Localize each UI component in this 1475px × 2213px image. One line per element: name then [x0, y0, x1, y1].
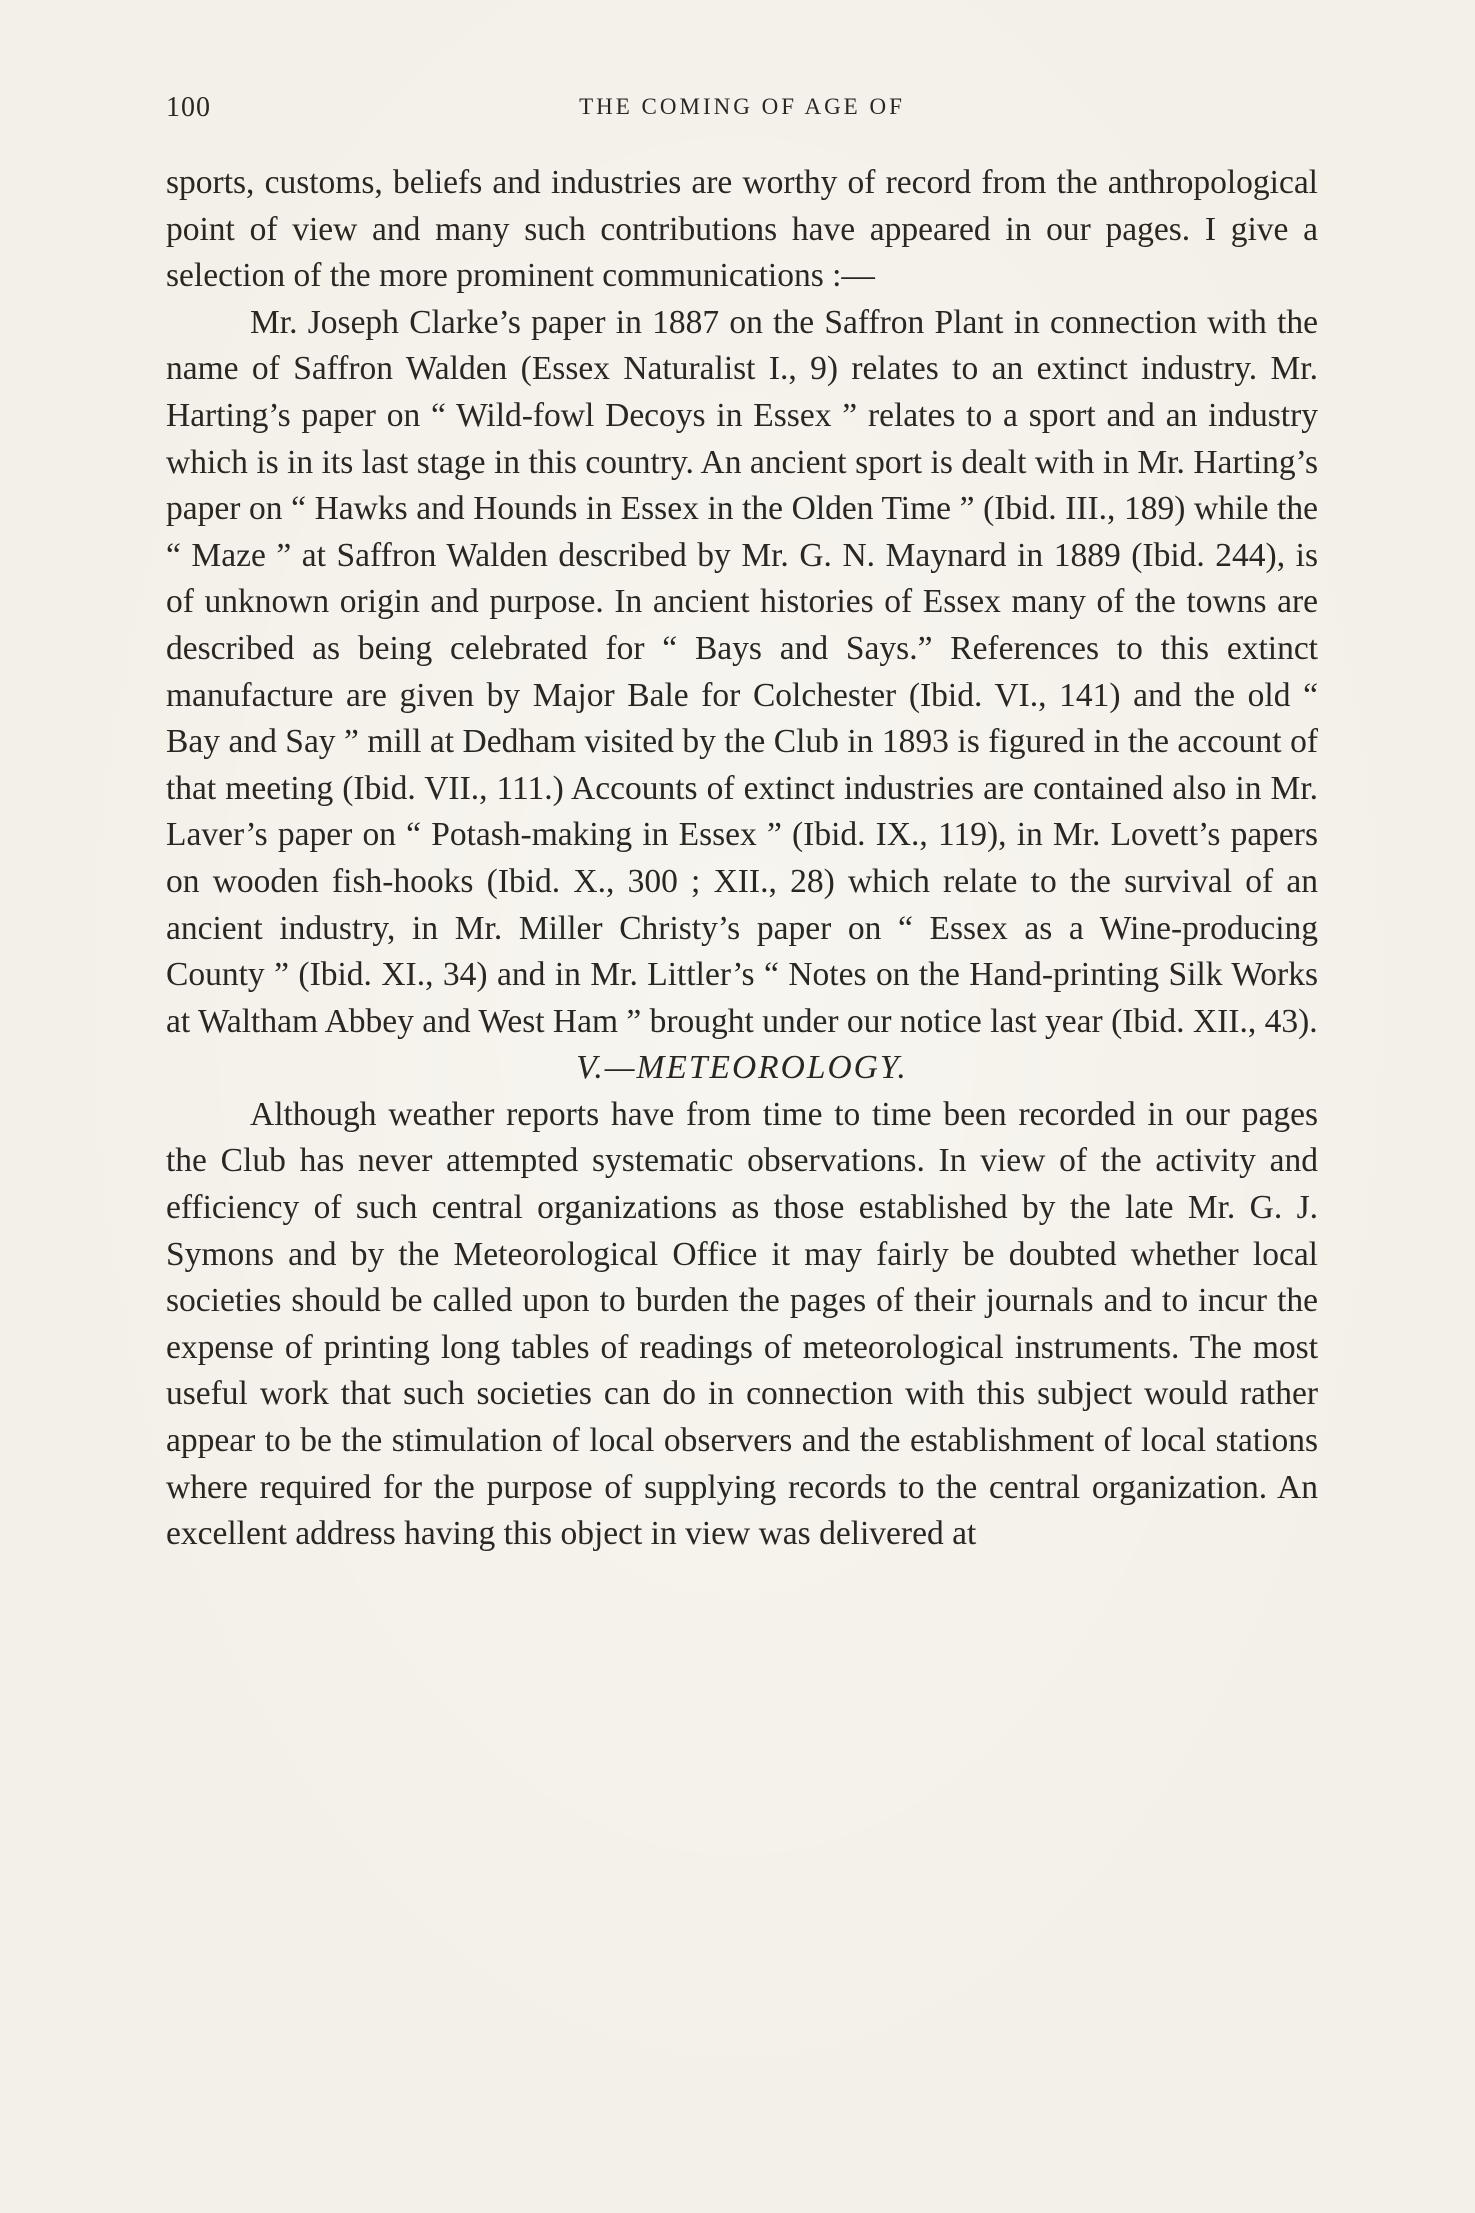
running-head [166, 92, 1318, 132]
body-text [166, 160, 1318, 1558]
paragraph-industries: Mr. Joseph Clarke’s paper in 1887 on the Saffron Plant in connection with the name of Saffron Walden (Essex Naturalist I., 9) relates to an extinct industry. Mr. Harting’s paper on “ Wild-fowl Decoys in Essex ” relates to a sport and an industry which is in its last stage in this country. An ancient sport is dealt with in Mr. Harting’s paper on “ Hawks and Hounds in Essex in the Olden Time ” (Ibid. III., 189) while the “ Maze ” at Saffron Walden described by Mr. G. N. Maynard in 1889 (Ibid. 244), is of unknown origin and purpose. In ancient histories of Essex many of the towns are described as being celebrated for “ Bays and Says.” References to this extinct manufacture are given by Major Bale for Colchester (Ibid. VI., 141) and the old “ Bay and Say ” mill at Dedham visited by the Club in 1893 is figured in the account of that meeting (Ibid. VII., 111.) Accounts of extinct industries are contained also in Mr. Laver’s paper on “ Potash-making in Essex ” (Ibid. IX., 119), in Mr. Lovett’s papers on wooden fish-hooks (Ibid. X., 300 ; XII., 28) which relate to the survival of an ancient industry, in Mr. Miller Christy’s paper on “ Essex as a Wine-producing County ” (Ibid. XI., 34) and in Mr. Littler’s “ Notes on the Hand-printing Silk Works at Waltham Abbey and West Ham ” brought under our notice last year (Ibid. XII., 43). [166, 303, 1318, 1040]
paragraph-meteorology: Although weather reports have from time to time been recorded in our pages the Club has never attempted systematic observations. In view of the activity and efficiency of such central organizations as those established by the late Mr. G. J. Symons and by the Meteorological Office it may fairly be doubted whether local societies should be called upon to burden the pages of their journals and to incur the expense of printing long tables of readings of meteorological instruments. The most useful work that such societies can do in connection with this subject would rather appear to be the stimulation of local observers and the establishment of local stations where required for the purpose of supplying records to the central organization. An excellent address having this object in view was delivered at [166, 1095, 1318, 1553]
running-title: THE COMING OF AGE OF [579, 94, 905, 119]
page-number: 100 [166, 92, 211, 123]
section-heading: V.—METEOROLOGY. [576, 1049, 908, 1087]
paragraph-intro: sports, customs, beliefs and industries are worthy of record from the anthropological point of view and many such contributions have appeared in our pages. I give a selection of the more prominent communications :— [166, 164, 1318, 295]
